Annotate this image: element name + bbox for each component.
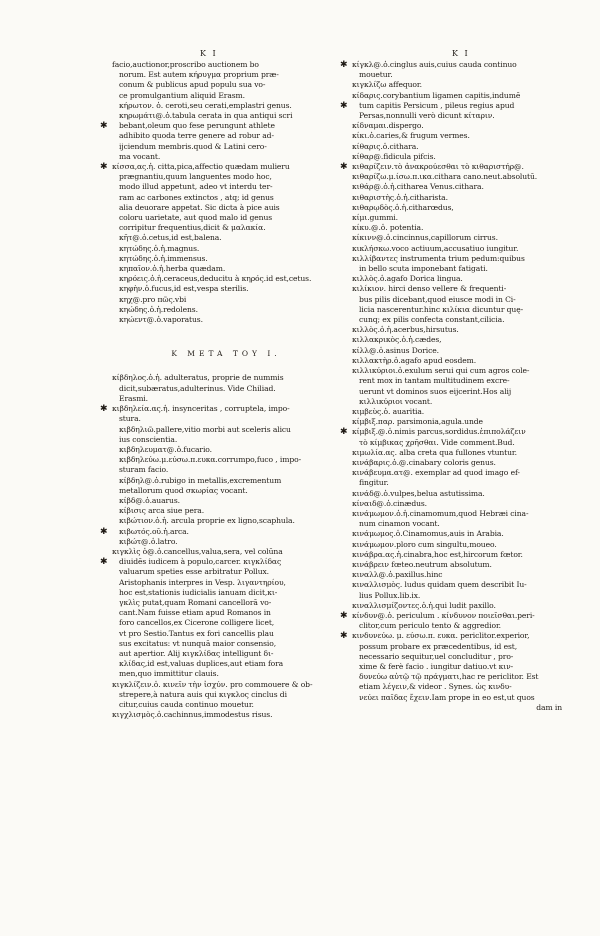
line-text: Aristophanis interpres in Vesp. λιγαντηρίου,: [119, 577, 286, 587]
asterisk-marker-icon: ✱: [100, 162, 108, 173]
line-text: κίσσα,ας.ἡ. citta,pica,affectio quædam mulieru: [112, 162, 290, 172]
text-line: [340, 100, 562, 111]
text-line: [112, 690, 340, 700]
line-text: tum capitis Persicum , pileus regius apud: [359, 100, 515, 110]
text-line: [352, 489, 562, 499]
line-text: γκλὶς putat,quam Romani cancellorā vo-: [119, 597, 272, 607]
asterisk-marker-icon: ✱: [340, 610, 348, 621]
line-text: κηφὴν.ὁ.fucus,id est,vespa sterilis.: [119, 284, 249, 294]
text-line: [112, 629, 340, 639]
line-text: κιβδηλεύω.μ.εύσω.π.ευκα.corrumpo,fuco , impo-: [119, 455, 302, 465]
text-line: [352, 152, 562, 162]
line-text: κῆτ@.ὁ.cetus,id est,balena.: [119, 233, 222, 243]
line-text: κίκινν@.ὁ.cincinnus,capillorum cirrus.: [352, 233, 498, 243]
line-text: Erasmi.: [119, 393, 148, 403]
text-line: [352, 621, 562, 631]
line-text: κιλλὸς.ὁ.agafo Dorica lingua.: [352, 274, 463, 284]
line-text: uerunt vt dominos suos eijcerint.Hos alij: [359, 386, 512, 396]
text-line: [112, 598, 340, 608]
text-line: [112, 295, 340, 305]
text-line: [352, 325, 562, 335]
text-line: [340, 631, 562, 642]
line-text: foro cancellos,ex Cicerone colligere licet,: [119, 618, 275, 628]
left-entries-top: [100, 60, 340, 325]
text-line: [340, 427, 562, 438]
line-text: κητώδης.ὁ.ἡ.immensus.: [119, 253, 208, 263]
line-text: sus excitatus: vt nunquā maior consensio,: [119, 638, 277, 648]
text-line: [352, 264, 562, 274]
line-text: νεύει παῖδας ἔχειν.Iam prope in eo est,ut quos: [359, 692, 535, 702]
text-line: [352, 478, 562, 488]
text-line: [352, 397, 562, 407]
line-text: vt pro Sestio.Tantus ex fori cancellis plau: [119, 628, 274, 638]
line-text: κινάβρειν fœteo.neutrum absolutum.: [352, 559, 492, 569]
line-text: κιναλλισμίζοντες.ὁ.ἡ.qui ludit paxillo.: [352, 600, 496, 610]
left-entries-bottom: [100, 373, 340, 720]
line-text: coloru uarietate, aut quod malo id genus: [119, 213, 273, 223]
text-line: [112, 131, 340, 141]
text-line: [352, 274, 562, 284]
line-text: κιθαρίζω.μ.ίσω.π.ικα.cithara cano.neut.absolutū.: [352, 172, 538, 182]
line-text: κινάμωμον.ὁ.ἡ.cinamomum,quod Hebræi cina-: [352, 508, 529, 518]
text-line: [352, 672, 562, 682]
line-text: κίδαρις.corybantium ligamen capitis,indumē: [352, 90, 521, 100]
line-text: κιβδηλεία.ας.ἡ. insynceritas , corruptela, impo-: [112, 404, 290, 414]
line-text: lius Pollux.lib.ix.: [359, 590, 421, 600]
text-line: [112, 680, 340, 690]
line-text: κηπαῖον.ὁ.ἡ.herba quædam.: [119, 264, 226, 274]
text-line: [352, 376, 562, 386]
line-text: κιθαρίζειν.τὸ ἀνακρούεσθαι τὸ κιθαριστήρ@.: [352, 162, 524, 172]
line-text: κινάβρα.ας.ἡ.cinabra,hoc est,hircorum fœtor.: [352, 549, 523, 559]
text-line: [112, 659, 340, 669]
line-text: κήρωτον. ὁ. ceroti,seu cerati,emplastri genus.: [119, 100, 292, 110]
line-text: κίμι.gummi.: [352, 213, 398, 223]
line-text: κιλλικύριοι vocant.: [359, 396, 433, 406]
asterisk-marker-icon: ✱: [340, 631, 348, 642]
text-line: [352, 182, 562, 192]
line-text: κηρόεις.ὁ.ἡ.ceraceus,deducitu à κηρός.id est,cetus.: [119, 274, 312, 284]
text-line: [112, 233, 340, 243]
text-line: [112, 152, 340, 162]
text-line: [352, 295, 562, 305]
asterisk-marker-icon: ✱: [100, 526, 108, 537]
text-line: [352, 601, 562, 611]
line-text: κιθαριστὴς.ὁ.ἡ.citharista.: [352, 192, 448, 202]
text-line: [352, 172, 562, 182]
text-line: [112, 213, 340, 223]
asterisk-marker-icon: ✱: [100, 557, 108, 568]
text-line: [112, 496, 340, 506]
line-text: modo illud appetunt, adeo vt interdu ter-: [119, 182, 273, 192]
text-line: [112, 547, 340, 557]
text-line: [352, 233, 562, 243]
text-line: [352, 193, 562, 203]
text-line: [112, 506, 340, 516]
text-line: [112, 465, 340, 475]
line-text: licia nascerentur.hinc κιλίκια dicuntur quę-: [359, 304, 524, 314]
line-text: κιγκλὶς ὁ@.ὁ.cancellus,valua,sera, vel colūna: [112, 546, 283, 556]
text-line: [352, 448, 562, 458]
line-text: κιλλὸς.ὁ.ἡ.acerbus,hirsutus.: [352, 325, 459, 335]
text-line: [112, 608, 340, 618]
line-text: citur,cuius cauda continuo mouetur.: [119, 699, 254, 709]
line-text: adhibito quoda terre genere ad robur ad-: [119, 131, 274, 141]
text-line: [112, 537, 340, 547]
text-line: [112, 305, 340, 315]
line-text: xime & ferè facio . iungitur datiuo.vt κιν-: [359, 661, 514, 671]
line-text: corripitur frequentius,dicit & μαλακία.: [119, 223, 266, 233]
text-line: [112, 516, 340, 526]
line-text: κιθαρῳδὸς.ὁ.ἡ.citharœdus,: [352, 202, 454, 212]
line-text: κιβώτιον.ὁ.ἡ. arcula proprie ex ligno,scaphula.: [119, 516, 295, 526]
text-line: [112, 384, 340, 394]
line-text: δυνεύω αὐτῷ τῷ πράγματι,hac re periclitor. Est: [359, 672, 539, 682]
line-text: κιλλίβαντες instrumenta trium pedum:quibus: [352, 253, 525, 263]
line-text: κινάδ@.ὁ.vulpes,belua astutissima.: [352, 488, 485, 498]
line-text: men,quo immittitur clauis.: [119, 669, 219, 679]
line-text: ma vocant.: [119, 151, 161, 161]
text-line: [112, 618, 340, 628]
text-line: [352, 254, 562, 264]
line-text: κιγκλίζω affequor.: [352, 80, 422, 90]
line-text: κηχ@.pro πῶς.vbi: [119, 294, 187, 304]
text-line: [112, 264, 340, 274]
text-line: [352, 693, 562, 703]
text-line: [352, 407, 562, 417]
line-text: bus pilis dicebant,quod eiusce modi in Ci-: [359, 294, 516, 304]
text-line: [352, 580, 562, 590]
text-line: [112, 254, 340, 264]
text-line: [352, 305, 562, 315]
text-line: [352, 560, 562, 570]
text-line: [352, 121, 562, 131]
text-line: [112, 649, 340, 659]
line-text: cunq; ex pilis confecta constant,cilicia.: [359, 315, 505, 325]
line-text: κίλλ@.ὁ.asinus Dorice.: [352, 345, 439, 355]
text-line: [112, 70, 340, 80]
line-text: hoc est,stationis iudicialis ianuam dicit,κι-: [119, 587, 278, 597]
line-text: κινάβευμα.ατ@. exemplar ad quod imago ef-: [352, 468, 520, 478]
line-text: κίνδυν@.ὁ. periculum . κίνδυνον ποιεῖσθαι.peri-: [352, 610, 535, 620]
text-line: [352, 346, 562, 356]
line-text: metallorum quod σκωρίας vocant.: [119, 485, 248, 495]
line-text: ijciendum membris.quod & Latini cero-: [119, 141, 267, 151]
text-line: [112, 284, 340, 294]
text-line: [340, 162, 562, 173]
text-line: [352, 529, 562, 539]
text-line: [352, 142, 562, 152]
text-line: [340, 60, 562, 70]
line-text: κικλήσκω.voco actiuum,accusatiuo iungitur.: [352, 243, 519, 253]
text-line: [112, 414, 340, 424]
text-line: [352, 335, 562, 345]
text-line: [352, 682, 562, 692]
text-line: [112, 193, 340, 203]
text-line: [112, 394, 340, 404]
text-line: [100, 557, 340, 568]
text-line: [352, 642, 562, 652]
line-text: dicit,subæratus,adulterinus. Vide Chiliad.: [119, 383, 276, 393]
line-text: strepere,à natura auis qui κιγκλος cinclus di: [119, 689, 287, 699]
asterisk-marker-icon: ✱: [100, 404, 108, 415]
asterisk-marker-icon: ✱: [340, 60, 348, 70]
text-line: [112, 476, 340, 486]
text-line: [352, 417, 562, 427]
text-line: [112, 373, 340, 383]
line-text: κιβδηλιῶ.pallere,vitio morbi aut sceleris alicu: [119, 424, 291, 434]
text-line: [352, 499, 562, 509]
line-text: κιβώτ@.ὁ.latro.: [119, 536, 178, 546]
line-text: etiam λέγειν,& videor . Synes. ὡς κινδυ-: [359, 682, 512, 692]
line-text: κίμβιξ.παρ. parsimonia,agula.unde: [352, 417, 483, 427]
text-line: [112, 315, 340, 325]
line-text: mouetur.: [359, 70, 393, 80]
text-line: [352, 131, 562, 141]
text-line: [352, 315, 562, 325]
line-text: κιναλλισμὸς. ludus quidam quem describit Iu-: [352, 580, 527, 590]
line-text: bebant,oleum quo fese perungunt athlete: [119, 121, 275, 131]
line-text: ram ac carbones extinctos , atq; id genus: [119, 192, 274, 202]
line-text: norum. Est autem κήρυγμα proprium præ-: [119, 70, 279, 80]
text-line: [112, 60, 340, 70]
text-line: [112, 588, 340, 598]
text-line: [352, 356, 562, 366]
line-text: κλίδας,id est,valuas duplices,aut etiam fora: [119, 659, 284, 669]
text-line: [112, 101, 340, 111]
text-line: [352, 662, 562, 672]
line-text: κίμβιξ.@.ὁ.nimis parcus,sordidus.ἐπιπολάζειν: [352, 427, 526, 437]
line-text: κίκυ.@.ὁ. potentia.: [352, 223, 424, 233]
text-line: [352, 438, 562, 448]
text-line: [112, 455, 340, 465]
line-text: κίβδ@.ὁ.auarus.: [119, 495, 180, 505]
line-text: κινάμωμον.ploro cum singultu,moueo.: [352, 539, 497, 549]
line-text: necessario sequitur,uel concluditur , pro-: [359, 651, 514, 661]
catchword: dam in: [536, 702, 562, 712]
line-text: κινδυνεύω. μ. εύσω.π. ευκα. periclitor.experior,: [352, 631, 530, 641]
text-line: [112, 203, 340, 213]
line-text: κίθαρ@.fidicula pifcis.: [352, 151, 436, 161]
line-text: facio,auctionor,proscribo auctionem bo: [112, 60, 259, 69]
text-line: [352, 458, 562, 468]
text-line: [352, 387, 562, 397]
line-text: κίκι.ὁ.caries,& frugum vermes.: [352, 131, 470, 141]
text-line: [112, 172, 340, 182]
line-text: diuidēs iudicem à populo,carcer. κιγκλίδας: [119, 557, 282, 567]
text-line: [112, 700, 340, 710]
text-line: [112, 435, 340, 445]
signature-mark-right: K I: [452, 49, 470, 58]
line-text: κιβωτός.οῦ.ἡ.arca.: [119, 526, 189, 536]
right-entries: [340, 60, 562, 703]
line-text: κινάμωμος.ὁ.Cinamomus,auis in Arabia.: [352, 529, 504, 539]
line-text: κιλλακτὴρ.ὁ.agafo apud eosdem.: [352, 355, 477, 365]
text-line: [112, 639, 340, 649]
section-heading: K META TOY I.: [171, 349, 281, 359]
text-line: [352, 111, 562, 121]
line-text: κιμωλία.ας. alba creta qua fullones vtuntur.: [352, 447, 517, 457]
line-text: κητώδης.ὁ.ἡ.magnus.: [119, 243, 200, 253]
line-text: alia deuorare appetat. Sic dicta à pice auis: [119, 202, 280, 212]
text-line: [352, 519, 562, 529]
text-line: [352, 244, 562, 254]
text-line: [112, 578, 340, 588]
text-line: [352, 468, 562, 478]
text-line: [352, 213, 562, 223]
line-text: κηώεντ@.ὁ.vaporatus.: [119, 315, 203, 325]
line-text: rent mox in tantam multitudinem excre-: [359, 376, 510, 386]
line-text: ius conscientia.: [119, 434, 178, 444]
line-text: conum & publicus apud populu sua vo-: [119, 80, 266, 90]
text-line: [112, 425, 340, 435]
text-line: [112, 142, 340, 152]
text-line: [112, 182, 340, 192]
text-line: [352, 540, 562, 550]
line-text: possum probare ex præcedentibus, id est,: [359, 641, 518, 651]
left-column: [100, 60, 340, 720]
line-text: κηώδης.ὁ.ἡ.redolens.: [119, 304, 198, 314]
asterisk-marker-icon: ✱: [340, 100, 348, 111]
line-text: κηρωμάτι@.ὁ.tabula cerata in qua antiqui scri: [119, 111, 293, 121]
text-line: [100, 162, 340, 173]
text-line: [100, 404, 340, 415]
line-text: clitor,cum periculo tento & aggredior.: [359, 621, 501, 631]
line-text: valuarum speties esse arbitratur Pollux.: [119, 567, 269, 577]
text-line: [352, 80, 562, 90]
text-line: [112, 274, 340, 284]
line-text: in bello scuta imponebant fatigati.: [359, 264, 488, 274]
text-line: [352, 509, 562, 519]
asterisk-marker-icon: ✱: [100, 121, 108, 132]
line-text: κιναλλ@.ὁ.paxillus.hinc: [352, 570, 443, 580]
text-line: [352, 550, 562, 560]
line-text: num cinamon vocant.: [359, 519, 440, 529]
line-text: κίθαρις.ὁ.cithara.: [352, 141, 419, 151]
text-line: [352, 91, 562, 101]
line-text: cant.Nam fuisse etiam apud Romanos in: [119, 608, 271, 618]
text-line: [352, 366, 562, 376]
asterisk-marker-icon: ✱: [340, 427, 348, 438]
line-text: κιμβεὺς.ὁ. auaritia.: [352, 406, 425, 416]
line-text: κίβδηλ@.ὁ.rubigo in metallis,excrementum: [119, 475, 282, 485]
signature-mark-left: K I: [200, 49, 218, 58]
text-line: [112, 111, 340, 121]
line-text: κιβδηλευματ@.ὁ.fucario.: [119, 444, 212, 454]
line-text: stura.: [119, 414, 141, 424]
line-text: κίβισις arca siue pera.: [119, 506, 205, 516]
asterisk-marker-icon: ✱: [340, 162, 348, 173]
line-text: ce promulgantium aliquid Erasm.: [119, 90, 245, 100]
line-text: κιγχλισμὸς.ὁ.cachinnus,immodestus risus.: [112, 710, 273, 720]
text-line: [352, 652, 562, 662]
text-line: [112, 91, 340, 101]
line-text: κιλλακρικὸς.ὁ.ἡ.cædes,: [352, 335, 442, 345]
line-text: fingitur.: [359, 478, 389, 488]
text-line: [352, 70, 562, 80]
line-text: κίδναμαι.dispergo.: [352, 121, 424, 131]
text-line: [112, 669, 340, 679]
text-line: [112, 244, 340, 254]
text-line: [352, 591, 562, 601]
line-text: κιλίκιον. hirci denso vellere & frequenti-: [352, 284, 507, 294]
text-line: [100, 526, 340, 537]
line-text: aut apertior. Alij κιγκλίδας intelligunt δι-: [119, 648, 274, 658]
line-text: κιθάρ@.ὁ.ἡ.citharea Venus.cithara.: [352, 182, 484, 192]
text-line: [352, 203, 562, 213]
line-text: κίγκλ@.ὁ.cinglus auis,cuius cauda continuo: [352, 60, 517, 69]
text-line: [112, 445, 340, 455]
text-line: [112, 223, 340, 233]
line-text: τὸ κίμβικας χρῆσθαι. Vide comment.Bud.: [359, 437, 515, 447]
text-line: [112, 567, 340, 577]
line-text: prægnantiu,quum languentes modo hoc,: [119, 172, 272, 182]
line-text: Persas,nonnulli verò dicunt κίταριν.: [359, 111, 495, 121]
right-column: [340, 60, 562, 713]
line-text: κίναιδ@.ὁ.cinædus.: [352, 498, 427, 508]
text-line: [352, 284, 562, 294]
text-line: [352, 570, 562, 580]
line-text: κίβδηλος.ὁ.ἡ. adulteratus, proprie de nummis: [112, 373, 284, 383]
text-line: [112, 710, 340, 720]
line-text: κινάβαρις.ὁ.@.cinabary coloris genus.: [352, 457, 496, 467]
line-text: κιλλικύριοι.ὁ.exulum serui qui cum agros cole-: [352, 366, 530, 376]
line-text: κιγκλίζειν.ὁ. κινεῖν τὴν ἰσχύν. pro commouere & ob-: [112, 679, 313, 689]
text-line: [340, 610, 562, 621]
text-line: [100, 121, 340, 132]
text-line: [112, 486, 340, 496]
text-line: [352, 223, 562, 233]
text-line: [112, 80, 340, 90]
line-text: sturam facio.: [119, 465, 169, 475]
